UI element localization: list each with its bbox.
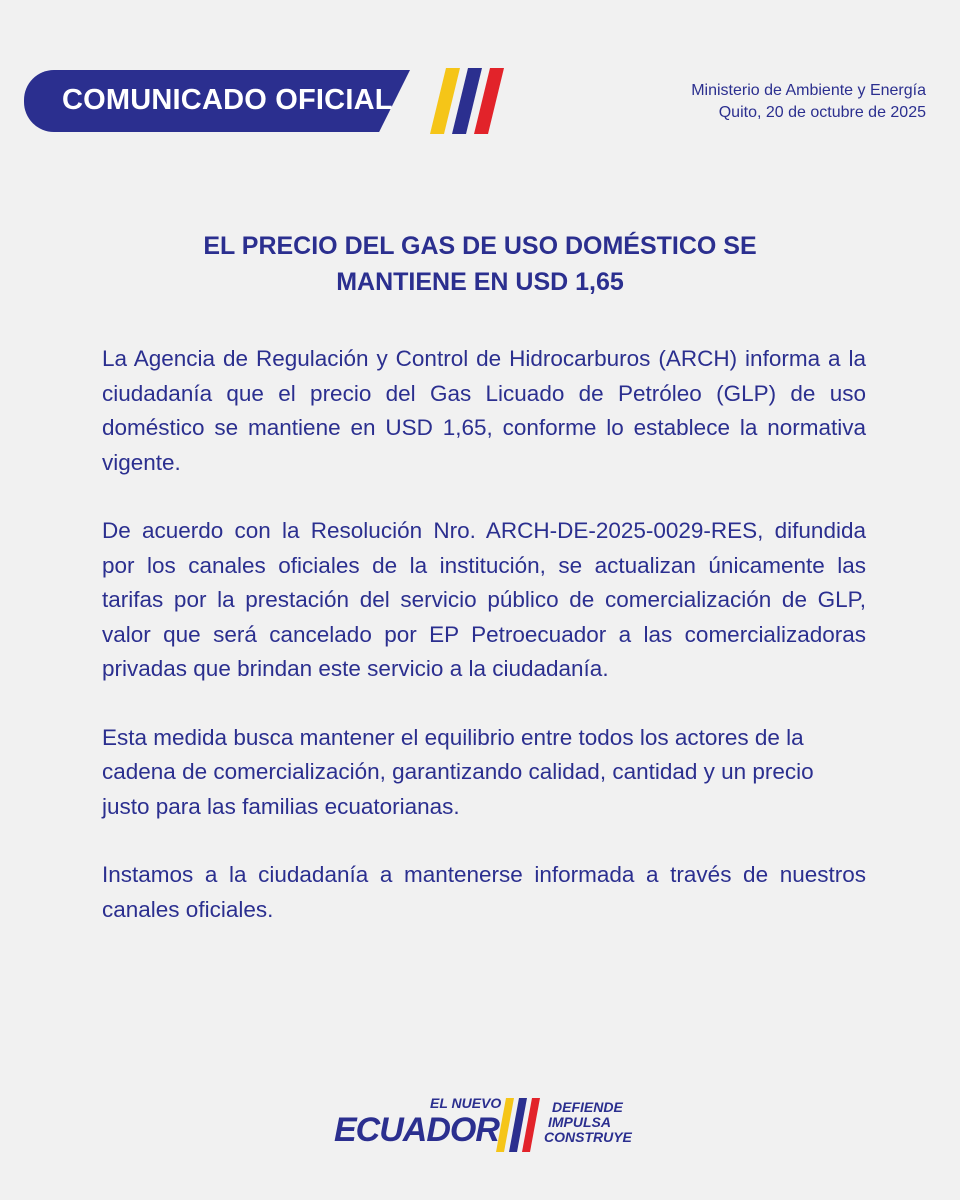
paragraph-2: De acuerdo con la Resolución Nro. ARCH-DE-2025-0029-RES, difundida por los canales oficiales de la institución, se actualizan únicamente las tarifas por la prestación del servicio público de comercialización de GLP, valor que será cancelado por EP Petroecuador a las comercializadoras privadas que brindan este servicio a la ciudadanía. xyxy=(102,518,866,681)
paragraph-1: La Agencia de Regulación y Control de Hidrocarburos (ARCH) informa a la ciudadanía que el precio del Gas Licuado de Petróleo (GLP) de uso doméstico se mantiene en USD 1,65, conforme lo establece la normativa vigente. xyxy=(102,346,866,475)
footer-slogan-1: DEFIENDE xyxy=(552,1099,623,1115)
title-line-2: MANTIENE EN USD 1,65 xyxy=(336,268,624,296)
footer-flag-stripes-icon xyxy=(496,1098,550,1154)
paragraph-4: Instamos a la ciudadanía a mantenerse informada a través de nuestros canales oficiales. xyxy=(102,862,866,922)
banner-label: COMUNICADO OFICIAL xyxy=(62,84,393,116)
header-info xyxy=(691,80,926,124)
page-title xyxy=(100,228,860,300)
flag-stripes-icon xyxy=(430,68,522,136)
title-line-1: EL PRECIO DEL GAS DE USO DOMÉSTICO SE xyxy=(203,232,757,260)
ministry-name: Ministerio de Ambiente y Energía xyxy=(691,82,926,99)
footer-slogan-2: IMPULSA xyxy=(548,1114,611,1130)
communique-body xyxy=(102,342,866,961)
place-date: Quito, 20 de octubre de 2025 xyxy=(718,104,926,121)
footer-logo xyxy=(334,1096,634,1156)
footer-brand: ECUADOR xyxy=(334,1111,499,1149)
footer-small-top: EL NUEVO xyxy=(430,1095,502,1111)
footer-slogan-3: CONSTRUYE xyxy=(544,1129,632,1145)
paragraph-3: Esta medida busca mantener el equilibrio entre todos los actores de la cadena de comercialización, garantizando calidad, cantidad y un precio justo para las familias ecuatorianas. xyxy=(102,724,814,819)
